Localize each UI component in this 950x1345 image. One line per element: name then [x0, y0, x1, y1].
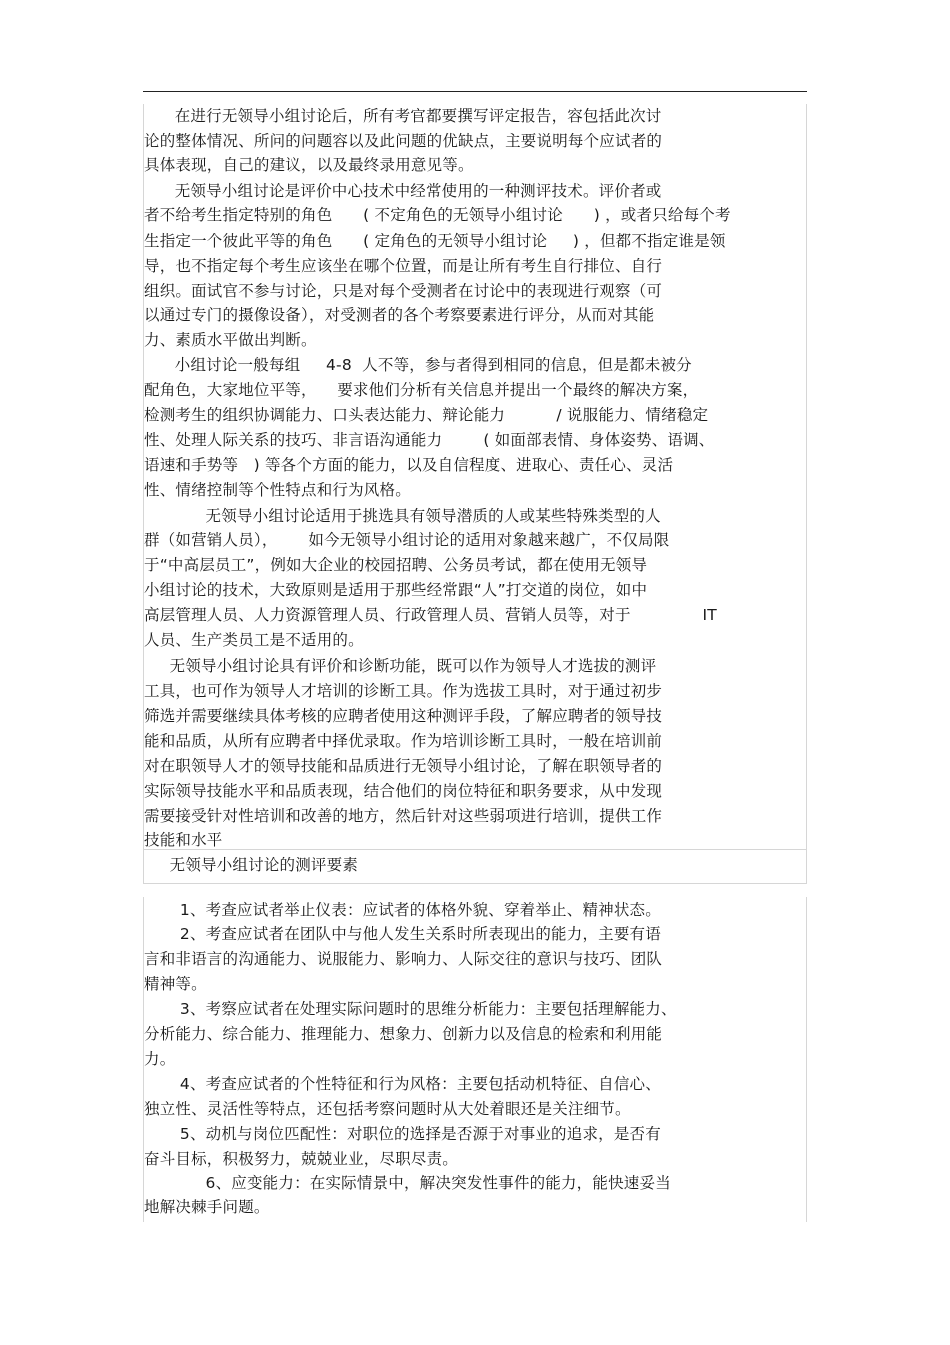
text-line: 3、考察应试者在处理实际问题时的思维分析能力：主要包括理解能力、 — [144, 1000, 677, 1018]
text-line: 群（如营销人员）， 如今无领导小组讨论的适用对象越来越广，不仅局限 — [144, 531, 670, 549]
text-line: 4、考查应试者的个性特征和行为风格：主要包括动机特征、自信心、 — [144, 1075, 661, 1093]
table-border-bottom — [143, 883, 807, 884]
text-line: 精神等。 — [144, 975, 207, 993]
text-line: 无领导小组讨论适用于挑选具有领导潜质的人或某些特殊类型的人 — [144, 507, 661, 525]
text-line: 性、情绪控制等个性特点和行为风格。 — [144, 481, 411, 499]
text-line: 语速和手势等 ) 等各个方面的能力，以及自信程度、进取心、责任心、灵活 — [144, 456, 674, 474]
text-line: 小组讨论一般每组 4-8 人不等，参与者得到相同的信息，但是都未被分 — [144, 356, 692, 374]
text-line: 分析能力、综合能力、推理能力、想象力、创新力以及信息的检索和利用能 — [144, 1025, 663, 1043]
text-line: 于“中高层员工”，例如大企业的校园招聘、公务员考试，都在使用无领导 — [144, 556, 648, 574]
text-line: 检测考生的组织协调能力、口头表达能力、辩论能力 / 说服能力、情绪稳定 — [144, 406, 709, 424]
text-line: 需要接受针对性培训和改善的地方，然后针对这些弱项进行培训，提供工作 — [144, 807, 663, 825]
text-line: 技能和水平 — [144, 831, 223, 849]
text-line: 筛选并需要继续具体考核的应聘者使用这种测评手段，了解应聘者的领导技 — [144, 707, 663, 725]
text-line: 导，也不指定每个考生应该坐在哪个位置，而是让所有考生自行排位、自行 — [144, 257, 663, 275]
text-line: 小组讨论的技术，大致原则是适用于那些经常跟“人”打交道的岗位，如中 — [144, 581, 648, 599]
table2-border-right — [806, 897, 807, 1222]
text-line: 5、动机与岗位匹配性：对职位的选择是否源于对事业的追求，是否有 — [144, 1125, 661, 1143]
text-line: 者不给考生指定特别的角色 ( 不定角色的无领导小组讨论 ) ，或者只给每个考 — [144, 206, 731, 224]
section-heading: 无领导小组讨论的测评要素 — [144, 856, 359, 874]
text-line: 组织。面试官不参与讨论，只是对每个受测者在讨论中的表现进行观察（可 — [144, 282, 663, 300]
text-line: 言和非语言的沟通能力、说服能力、影响力、人际交往的意识与技巧、团队 — [144, 950, 663, 968]
text-line: 工具，也可作为领导人才培训的诊断工具。作为选拔工具时，对于通过初步 — [144, 682, 663, 700]
text-line: 具体表现，自己的建议，以及最终录用意见等。 — [144, 156, 474, 174]
text-line: 人员、生产类员工是不适用的。 — [144, 631, 364, 649]
text-line: 6、应变能力：在实际情景中，解决突发性事件的能力，能快速妥当 — [144, 1174, 671, 1192]
text-line: 能和品质，从所有应聘者中择优录取。作为培训诊断工具时，一般在培训前 — [144, 732, 663, 750]
text-line: 无领导小组讨论是评价中心技术中经常使用的一种测评技术。评价者或 — [144, 182, 662, 200]
table-border-right — [806, 104, 807, 884]
text-line: 地解决棘手问题。 — [144, 1198, 270, 1216]
text-line: 实际领导技能水平和品质表现，结合他们的岗位特征和职务要求，从中发现 — [144, 782, 663, 800]
table-row-divider — [143, 849, 807, 850]
text-line: 性、处理人际关系的技巧、非言语沟通能力 ( 如面部表情、身体姿势、语调、 — [144, 431, 715, 449]
text-line: 高层管理人员、人力资源管理人员、行政管理人员、营销人员等，对于 IT — [144, 606, 717, 624]
text-line: 力。 — [144, 1050, 176, 1068]
text-line: 2、考查应试者在团队中与他人发生关系时所表现出的能力，主要有语 — [144, 925, 661, 943]
text-line: 生指定一个彼此平等的角色 ( 定角色的无领导小组讨论 ) ，但都不指定谁是领 — [144, 232, 726, 250]
text-line: 对在职领导人才的领导技能和品质进行无领导小组讨论，了解在职领导者的 — [144, 757, 663, 775]
text-line: 独立性、灵活性等特点，还包括考察问题时从大处着眼还是关注细节。 — [144, 1100, 631, 1118]
text-line: 在进行无领导小组讨论后，所有考官都要撰写评定报告，容包括此次讨 — [144, 107, 662, 125]
text-line: 以通过专门的摄像设备），对受测者的各个考察要素进行评分，从而对其能 — [144, 306, 655, 324]
header-rule — [143, 91, 807, 92]
text-line: 论的整体情况、所问的问题容以及此问题的优缺点，主要说明每个应试者的 — [144, 132, 663, 150]
text-line: 1、考查应试者举止仪表：应试者的体格外貌、穿着举止、精神状态。 — [144, 901, 661, 919]
text-line: 力、素质水平做出判断。 — [144, 331, 317, 349]
text-line: 无领导小组讨论具有评价和诊断功能，既可以作为领导人才选拔的测评 — [144, 657, 657, 675]
text-line: 配角色，大家地位平等， 要求他们分析有关信息并提出一个最终的解决方案， — [144, 381, 699, 399]
text-line: 奋斗目标，积极努力，兢兢业业，尽职尽责。 — [144, 1150, 459, 1168]
